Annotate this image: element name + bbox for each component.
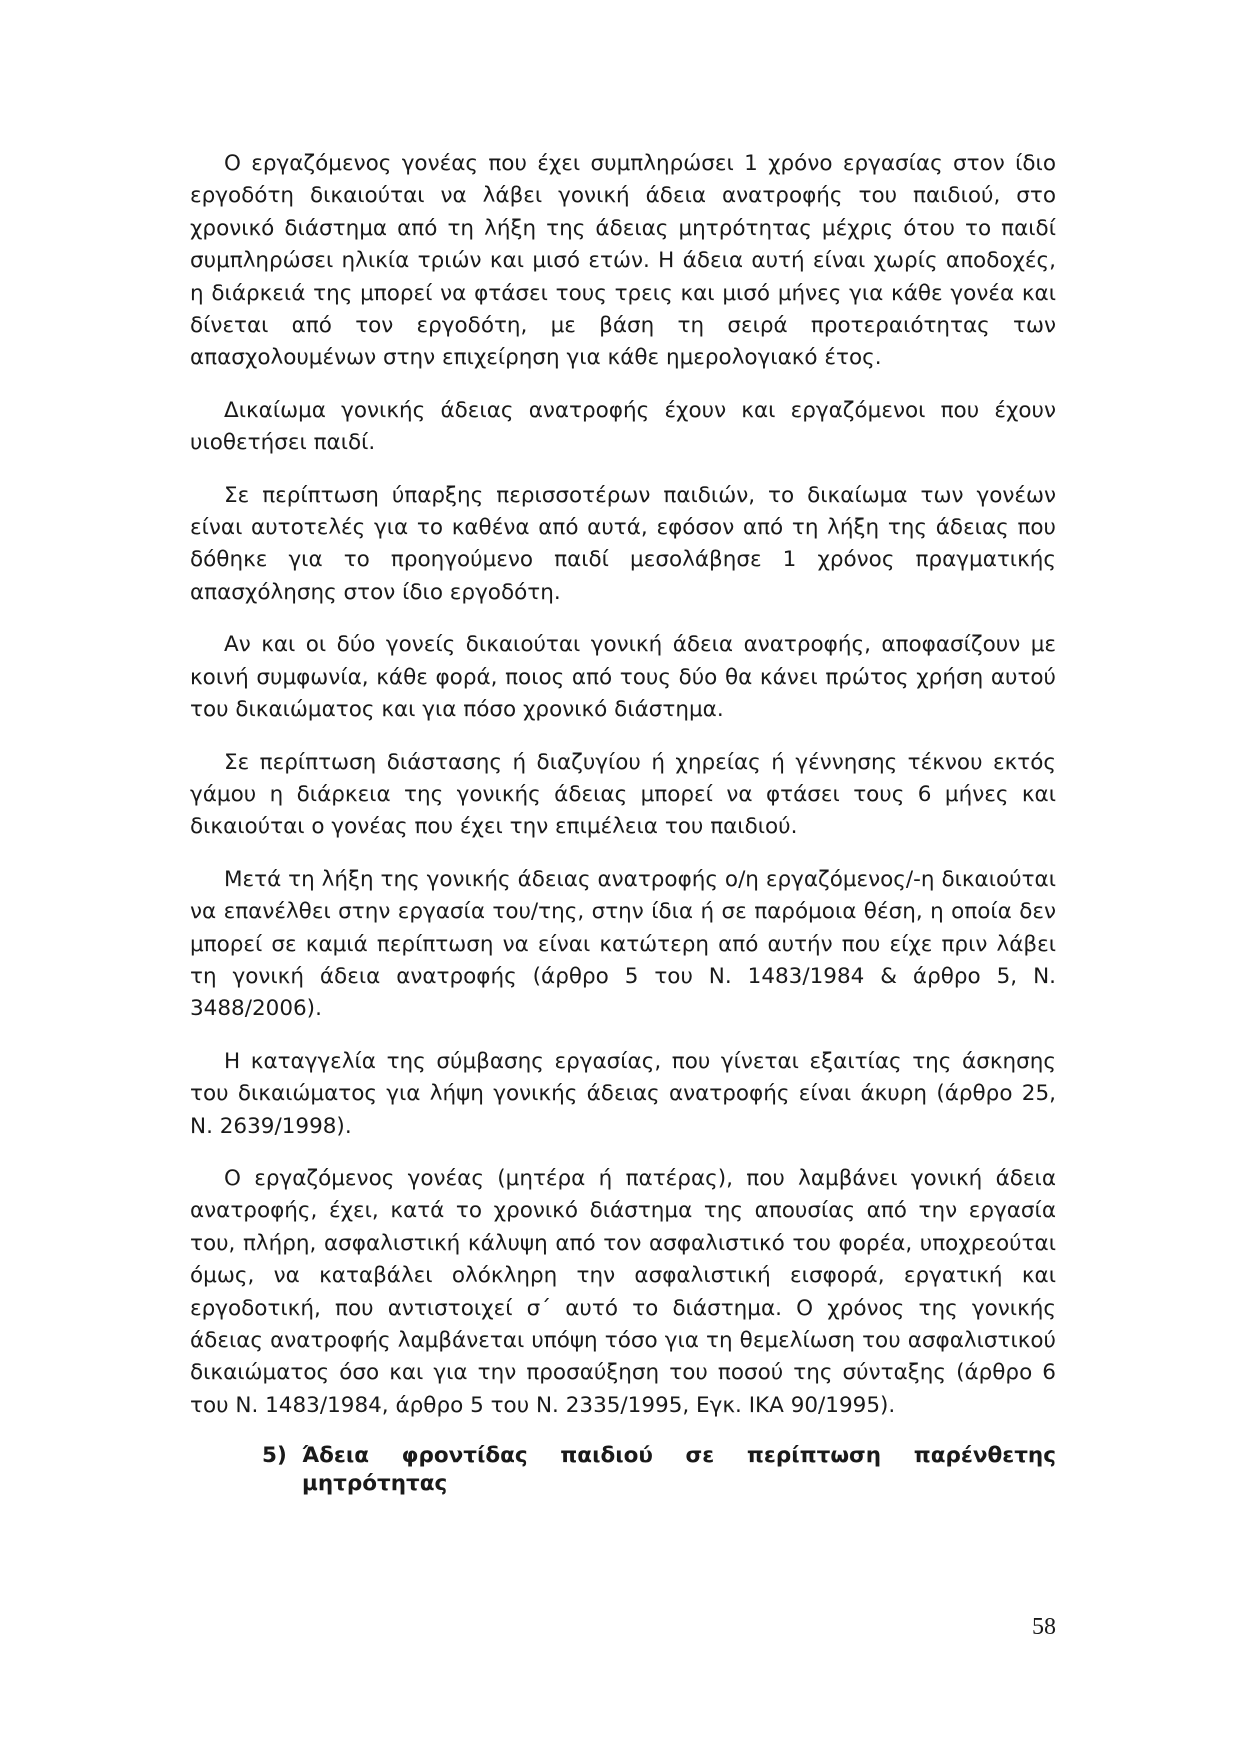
paragraph-insurance-coverage: Ο εργαζόμενος γονέας (μητέρα ή πατέρας), που λαμβάνει γονική άδεια ανατροφής, έχει, κατά το χρονικό διάστημα της απουσίας από την εργασία του, πλήρη, ασφαλιστική κάλυψη από τον ασφαλιστικό του φορέα, υποχρεούται όμως, να καταβάλει ολόκληρη την ασφαλιστική εισφορά, εργατική και εργοδοτική, που αντιστοιχεί σ΄ αυτό το διάστημα. Ο χρόνος της γονικής άδειας ανατροφής λαμβάνεται υπόψη τόσο για τη θεμελίωση του ασφαλιστικού δικαιώματος όσο και για την προσαύξηση του ποσού της σύνταξης (άρθρο 6 του Ν. 1483/1984, άρθρο 5 του Ν. 2335/1995, Εγκ. ΙΚΑ 90/1995).	[190, 1165, 1056, 1418]
document-page	[190, 148, 1056, 1498]
paragraph-adoption: Δικαίωμα γονικής άδειας ανατροφής έχουν και εργαζόμενοι που έχουν υιοθετήσει παιδί.	[190, 397, 1056, 456]
section-heading-number: 5)	[262, 1443, 287, 1469]
paragraph-dismissal-void: Η καταγγελία της σύμβασης εργασίας, που γίνεται εξαιτίας της άσκησης του δικαιώματος για λήψη γονικής άδειας ανατροφής είναι άκυρη (άρθρο 25, Ν. 2639/1998).	[190, 1048, 1056, 1139]
page-number: 58	[1032, 1614, 1056, 1640]
paragraph-parental-leave-eligibility: Ο εργαζόμενος γονέας που έχει συμπληρώσει 1 χρόνο εργασίας στον ίδιο εργοδότη δικαιούται να λάβει γονική άδεια ανατροφής του παιδιού, στο χρονικό διάστημα από τη λήξη της άδειας μητρότητας μέχρις ότου το παιδί συμπληρώσει ηλικία τριών και μισό ετών. Η άδεια αυτή είναι χωρίς αποδοχές, η διάρκειά της μπορεί να φτάσει τους τρεις και μισό μήνες για κάθε γονέα και δίνεται από τον εργοδότη, με βάση τη σειρά προτεραιότητας των απασχολουμένων στην επιχείρηση για κάθε ημερολογιακό έτος.	[190, 151, 1056, 371]
paragraph-both-parents: Αν και οι δύο γονείς δικαιούται γονική άδεια ανατροφής, αποφασίζουν με κοινή συμφωνία, κάθε φορά, ποιος από τους δύο θα κάνει πρώτος χρήση αυτού του δικαιώματος και για πόσο χρονικό διάστημα.	[190, 632, 1056, 723]
paragraph-multiple-children: Σε περίπτωση ύπαρξης περισσοτέρων παιδιών, το δικαίωμα των γονέων είναι αυτοτελές για το καθένα από αυτά, εφόσον από τη λήξη της άδειας που δόθηκε για το προηγούμενο παιδί μεσολάβησε 1 χρόνος πραγματικής απασχόλησης στον ίδιο εργοδότη.	[190, 482, 1056, 605]
section-heading	[190, 1442, 1056, 1498]
section-heading-text: Άδεια φροντίδας παιδιού σε περίπτωση παρένθετης μητρότητας	[302, 1443, 1056, 1497]
paragraph-return-to-work: Μετά τη λήξη της γονικής άδειας ανατροφής ο/η εργαζόμενος/-η δικαιούται να επανέλθει στην εργασία του/της, στην ίδια ή σε παρόμοια θέση, η οποία δεν μπορεί σε καμιά περίπτωση να είναι κατώτερη από αυτήν που είχε πριν λάβει τη γονική άδεια ανατροφής (άρθρο 5 του Ν. 1483/1984 & άρθρο 5, Ν. 3488/2006).	[190, 866, 1056, 1022]
paragraph-single-parent: Σε περίπτωση διάστασης ή διαζυγίου ή χηρείας ή γέννησης τέκνου εκτός γάμου η διάρκεια της γονικής άδειας μπορεί να φτάσει τους 6 μήνες και δικαιούται ο γονέας που έχει την επιμέλεια του παιδιού.	[190, 749, 1056, 840]
